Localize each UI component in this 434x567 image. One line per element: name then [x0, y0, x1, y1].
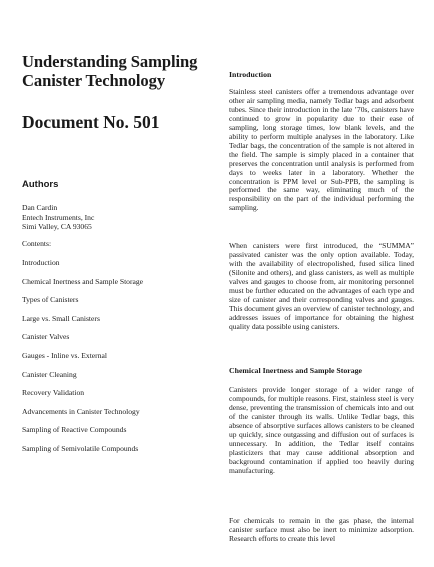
document-title	[22, 52, 212, 90]
section-heading-introduction: Introduction	[229, 70, 272, 79]
toc-item-reactive-compounds[interactable]: Sampling of Reactive Compounds	[22, 425, 127, 435]
chemical-paragraph-1: Canisters provide longer storage of a wider range of compounds, for multiple reasons. First, stainless steel is very dense, preventing the transmission of chemicals into and out of the canister through its walls. Unlike Tedlar bags, this absence of absorptive surfaces allows canisters to be cleaned up quickly, since outgassing and diffusion out of surfaces is unnecessary. In addition, the Tedlar itself contains plasticizers that may cause additional absorption and background contamination if applied too heavily during manufacturing.	[229, 385, 414, 475]
author-address: Simi Valley, CA 93065	[22, 222, 92, 232]
toc-item-canister-valves[interactable]: Canister Valves	[22, 332, 70, 342]
title-line-1: Understanding Sampling	[22, 52, 198, 71]
chemical-paragraph-2: For chemicals to remain in the gas phase, the internal canister surface must also be inert to minimize adsorption. Research efforts to create this level	[229, 516, 414, 543]
toc-item-introduction[interactable]: Introduction	[22, 258, 60, 267]
author-name: Dan Cardin	[22, 203, 58, 212]
toc-item-semivolatile-compounds[interactable]: Sampling of Semivolatile Compounds	[22, 443, 139, 453]
intro-paragraph-1: Stainless steel canisters offer a tremendous advantage over other air sampling media, namely Tedlar bags and adsorbent tubes. Since their introduction in the late ’70s, canisters have continued to grow in popularity due to their ease of sampling, long storage times, low blank levels, and the ability to perform multiple analyses in the laboratory. Like Tedlar bags, the concentration of the sample is not altered in the field. The sample is simply placed in a container that preserves the concentration until analysis is performed from days to weeks later in a laboratory. Whether the concentration is PPM level or Sub-PPB, the sampling is performed the same way, eliminating much of the responsibility on the part of the individual performing the sampling.	[229, 87, 414, 213]
toc-item-advancements[interactable]: Advancements in Canister Technology	[22, 406, 140, 416]
toc-item-large-vs-small[interactable]: Large vs. Small Canisters	[22, 313, 100, 323]
left-column	[22, 52, 212, 453]
toc-item-recovery-validation[interactable]: Recovery Validation	[22, 388, 85, 398]
document-number: Document No. 501	[22, 112, 160, 132]
intro-paragraph-2: When canisters were first introduced, the “SUMMA” passivated canister was the only option available. Today, with the availability of electropolished, fused silica lined (Silonite and others), and glass canisters, as well as multiple valves and gauges to choose from, air monitoring personnel must be further educated on the advantages of each type and size of canister and their corresponding valves and gauges. This document gives an overview of canister technology, and addresses issues of importance for obtaining the highest quality data possible using canisters.	[229, 241, 414, 331]
section-heading-chemical-inertness: Chemical Inertness and Sample Storage	[229, 366, 362, 375]
authors-heading: Authors	[22, 179, 59, 190]
title-line-2: Canister Technology	[22, 71, 166, 90]
author-info	[22, 203, 94, 232]
author-company: Entech Instruments, Inc	[22, 212, 95, 222]
table-of-contents	[22, 258, 143, 463]
contents-label: Contents:	[22, 239, 52, 248]
toc-item-types-of-canisters[interactable]: Types of Canisters	[22, 295, 79, 305]
toc-item-canister-cleaning[interactable]: Canister Cleaning	[22, 369, 77, 379]
toc-item-chemical-inertness[interactable]: Chemical Inertness and Sample Storage	[22, 276, 144, 286]
toc-item-gauges[interactable]: Gauges - Inline vs. External	[22, 350, 107, 360]
